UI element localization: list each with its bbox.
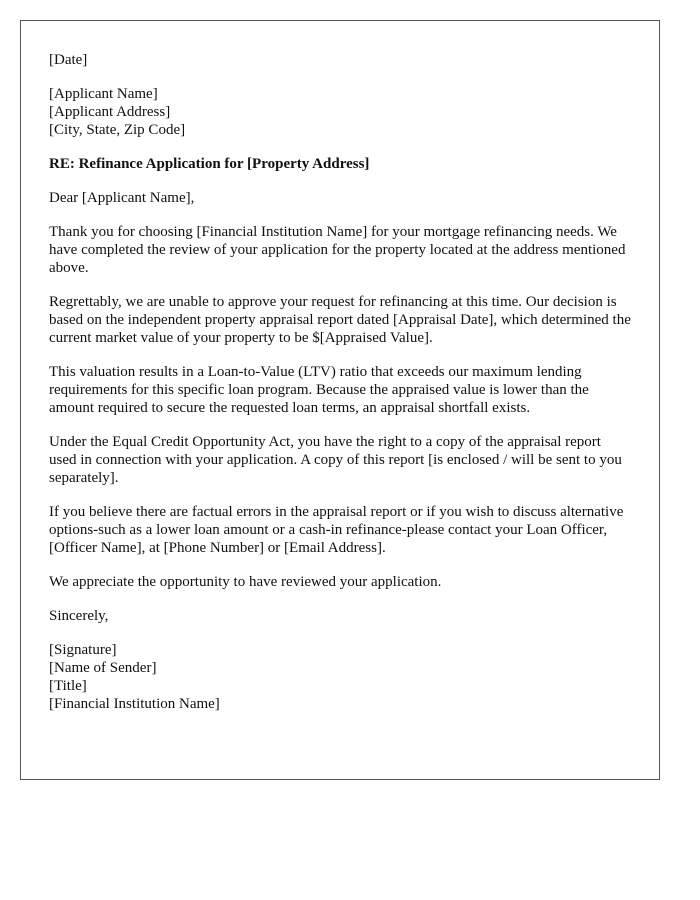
body-paragraph-thanks: Thank you for choosing [Financial Institution Name] for your mortgage refinancing needs. We have completed the review of your application for the property located at the address mentioned above. <box>49 224 626 276</box>
body-paragraph-appreciation: We appreciate the opportunity to have reviewed your application. <box>49 574 442 590</box>
recipient-address-block <box>49 85 631 139</box>
body-paragraph-denial: Regrettably, we are unable to approve your request for refinancing at this time. Our decision is based on the independent property appraisal report dated [Appraisal Date], which determined the current market value of your property to be $[Appraised Value]. <box>49 294 631 346</box>
sender-name: [Name of Sender] <box>49 660 157 676</box>
body-paragraph-ecoa: Under the Equal Credit Opportunity Act, you have the right to a copy of the appraisal report used in connection with your application. A copy of this report [is enclosed / will be sent to you separately]. <box>49 434 622 486</box>
recipient-address: [Applicant Address] <box>49 104 171 120</box>
recipient-city-state-zip: [City, State, Zip Code] <box>49 122 186 138</box>
signature: [Signature] <box>49 642 117 658</box>
date-block <box>49 51 631 69</box>
body-paragraph-ltv: This valuation results in a Loan-to-Value (LTV) ratio that exceeds our maximum lending requirements for this specific loan program. Because the appraised value is lower than the amount required to secure the requested loan terms, an appraisal shortfall exists. <box>49 364 589 416</box>
closing: Sincerely, <box>49 608 109 624</box>
subject-line: RE: Refinance Application for [Property Address] <box>49 156 370 172</box>
salutation: Dear [Applicant Name], <box>49 190 195 206</box>
letter-document <box>20 20 660 780</box>
letter-date: [Date] <box>49 52 88 68</box>
recipient-name: [Applicant Name] <box>49 86 158 102</box>
sender-institution: [Financial Institution Name] <box>49 696 220 712</box>
signature-block <box>49 641 631 713</box>
body-paragraph-contact: If you believe there are factual errors in the appraisal report or if you wish to discuss alternative options-such as a lower loan amount or a cash-in refinance-please contact your Loan Officer, [Officer Name], at [Phone Number] or [Email Address]. <box>49 504 624 556</box>
sender-title: [Title] <box>49 678 87 694</box>
